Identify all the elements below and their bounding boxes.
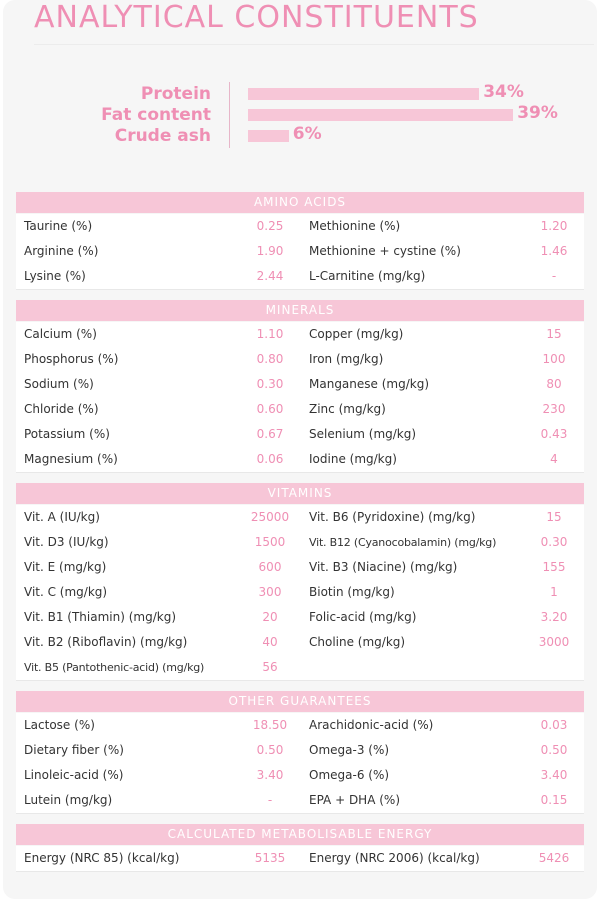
nutrient-value: 100 (542, 352, 566, 366)
table-row (16, 347, 584, 373)
nutrient-label: Selenium (mg/kg) (309, 427, 417, 441)
title-divider (34, 44, 594, 45)
nutrient-value: 3000 (538, 635, 570, 649)
nutrient-value: 1.46 (540, 244, 568, 258)
nutrient-value: 0.50 (540, 743, 568, 757)
nutrient-value: 4 (550, 452, 558, 466)
nutrient-value: 0.25 (256, 219, 284, 233)
macro-label-fat: Fat content (101, 105, 211, 125)
nutrient-label: Manganese (mg/kg) (309, 377, 429, 391)
nutrient-value: 15 (546, 510, 562, 524)
macro-bar-ash (248, 130, 289, 142)
nutrient-label: Magnesium (%) (24, 452, 118, 466)
nutrient-label: Vit. D3 (IU/kg) (24, 535, 109, 549)
nutrient-value: 18.50 (252, 718, 288, 732)
macro-label-ash: Crude ash (114, 126, 211, 146)
nutrient-value: 0.03 (540, 718, 568, 732)
nutrient-label: Omega-6 (%) (309, 768, 390, 782)
nutrient-label: Zinc (mg/kg) (309, 402, 386, 416)
nutrient-label: Lactose (%) (24, 718, 95, 732)
nutrient-value: 0.30 (540, 535, 568, 549)
nutrient-value: 80 (546, 377, 562, 391)
nutrient-label: Chloride (%) (24, 402, 99, 416)
macro-value-protein: 34% (483, 82, 524, 102)
table-row (16, 397, 584, 423)
nutrient-value: 3.20 (540, 610, 568, 624)
nutrient-label: Potassium (%) (24, 427, 110, 441)
nutrient-label: Arachidonic-acid (%) (309, 718, 434, 732)
section-header-vitamins: VITAMINS (16, 483, 584, 504)
nutrient-value: 1500 (254, 535, 286, 549)
nutrient-label: Omega-3 (%) (309, 743, 390, 757)
nutrient-label: Vit. B12 (Cyanocobalamin) (mg/kg) (309, 536, 497, 549)
nutrient-value: 2.44 (256, 269, 284, 283)
table-row (16, 713, 584, 739)
table-row (16, 738, 584, 764)
nutrient-label: Vit. B3 (Niacine) (mg/kg) (309, 560, 458, 574)
nutrient-label: Vit. B6 (Pyridoxine) (mg/kg) (309, 510, 476, 524)
nutrient-value: 1.90 (256, 244, 284, 258)
table-row (16, 763, 584, 789)
table-row (16, 530, 584, 556)
nutrient-value: 0.67 (256, 427, 284, 441)
nutrient-label: Iodine (mg/kg) (309, 452, 397, 466)
table-row (16, 214, 584, 240)
nutrient-value: 56 (262, 660, 278, 674)
nutrient-value: 1 (550, 585, 558, 599)
nutrient-label: Energy (NRC 2006) (kcal/kg) (309, 851, 480, 865)
table-row (16, 372, 584, 398)
nutrient-label: Choline (mg/kg) (309, 635, 406, 649)
nutrient-label: Methionine (%) (309, 219, 401, 233)
nutrient-label: Arginine (%) (24, 244, 99, 258)
table-row (16, 555, 584, 581)
macro-bar-fat (248, 109, 513, 121)
macro-label-protein: Protein (140, 84, 211, 104)
nutrient-label: Lutein (mg/kg) (24, 793, 113, 807)
table-row (16, 630, 584, 656)
nutrient-value: 15 (546, 327, 562, 341)
nutrient-label: Vit. E (mg/kg) (24, 560, 107, 574)
section-header-other-guarantees: OTHER GUARANTEES (16, 691, 584, 712)
nutrient-label: Vit. B5 (Pantothenic-acid) (mg/kg) (24, 661, 205, 674)
nutrient-value: 40 (262, 635, 278, 649)
nutrient-value: 3.40 (256, 768, 284, 782)
nutrient-value: 0.30 (256, 377, 284, 391)
nutrient-value: 25000 (250, 510, 290, 524)
nutrient-value: 5135 (254, 851, 286, 865)
table-row (16, 505, 584, 531)
nutrient-label: Vit. C (mg/kg) (24, 585, 108, 599)
nutrient-label: Phosphorus (%) (24, 352, 119, 366)
section-header-minerals: MINERALS (16, 300, 584, 321)
nutrient-value: 155 (542, 560, 566, 574)
table-row (16, 239, 584, 265)
nutrient-label: Copper (mg/kg) (309, 327, 404, 341)
macro-divider (229, 82, 230, 148)
table-row (16, 580, 584, 606)
nutrient-value: 3.40 (540, 768, 568, 782)
macro-nutrients-chart (0, 82, 601, 152)
nutrient-label: Iron (mg/kg) (309, 352, 384, 366)
nutrient-label: Vit. A (IU/kg) (24, 510, 100, 524)
nutrient-value: 1.20 (540, 219, 568, 233)
nutrient-label: Calcium (%) (24, 327, 97, 341)
table-row (16, 605, 584, 631)
nutrient-value: 0.60 (256, 402, 284, 416)
nutrient-value: - (267, 793, 273, 807)
table-row (16, 322, 584, 348)
nutrient-value: 5426 (538, 851, 570, 865)
nutrient-label: Dietary fiber (%) (24, 743, 124, 757)
table-row (16, 655, 584, 681)
nutrient-value: 300 (258, 585, 282, 599)
section-header-energy: CALCULATED METABOLISABLE ENERGY (16, 824, 584, 845)
nutrient-value: 0.50 (256, 743, 284, 757)
nutrient-label: Taurine (%) (24, 219, 93, 233)
macro-bar-protein (248, 88, 479, 100)
nutrient-label: L-Carnitine (mg/kg) (309, 269, 426, 283)
nutrient-value: 230 (542, 402, 566, 416)
nutrient-label: Biotin (mg/kg) (309, 585, 395, 599)
nutrient-label: EPA + DHA (%) (309, 793, 400, 807)
nutrient-label: Lysine (%) (24, 269, 86, 283)
table-row (16, 788, 584, 814)
table-row (16, 264, 584, 290)
table-row (16, 447, 584, 473)
nutrient-label: Energy (NRC 85) (kcal/kg) (24, 851, 180, 865)
nutrient-value: - (551, 269, 557, 283)
nutrient-value: 600 (258, 560, 282, 574)
nutrient-value: 0.43 (540, 427, 568, 441)
section-header-amino-acids: AMINO ACIDS (16, 192, 584, 213)
nutrient-label: Vit. B2 (Riboflavin) (mg/kg) (24, 635, 188, 649)
nutrient-label: Vit. B1 (Thiamin) (mg/kg) (24, 610, 177, 624)
page-title: ANALYTICAL CONSTITUENTS (34, 0, 479, 35)
nutrient-label: Linoleic-acid (%) (24, 768, 124, 782)
table-row (16, 846, 584, 872)
nutrient-value: 20 (262, 610, 278, 624)
nutrient-label: Methionine + cystine (%) (309, 244, 461, 258)
nutrient-label: Folic-acid (mg/kg) (309, 610, 417, 624)
nutrient-value: 1.10 (256, 327, 284, 341)
nutrient-label: Sodium (%) (24, 377, 94, 391)
nutrient-value: 0.15 (540, 793, 568, 807)
macro-value-ash: 6% (292, 124, 322, 144)
table-row (16, 422, 584, 448)
nutrient-value: 0.06 (256, 452, 284, 466)
nutrient-value: 0.80 (256, 352, 284, 366)
macro-value-fat: 39% (517, 103, 558, 123)
